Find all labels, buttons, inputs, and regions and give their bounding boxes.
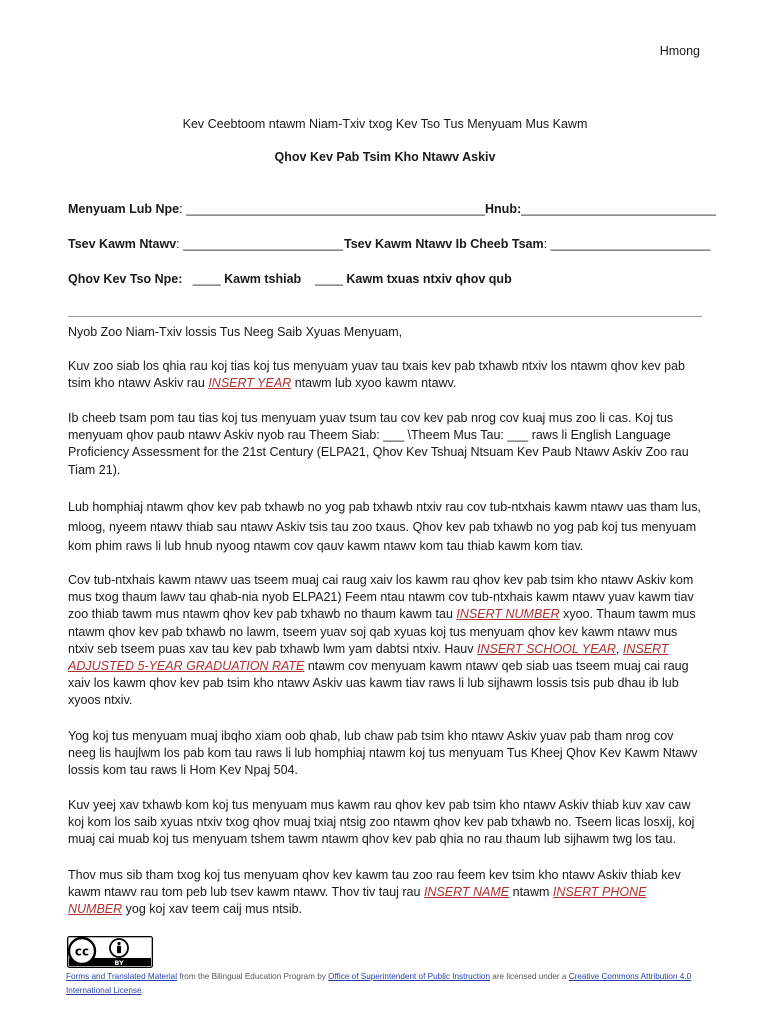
insert-year-placeholder: INSERT YEAR [208, 376, 292, 391]
district-label: Tsev Kawm Ntawv Ib Cheeb Tsam [344, 237, 544, 251]
paragraph-5: Yog koj tus menyuam muaj ibqho xiam oob qhab, lub chaw pab tsim kho ntawv Askiv yuav pab tham nrog cov neeg lis haujlwm los pab kom tau raws li lub homphiaj ntawm koj tus menyuam Tus Kheej Qhov Kev Kawm Ntawv lossis kom tau raws li Hom Kev Npaj 504. [68, 729, 698, 778]
language-label: Hmong [659, 44, 700, 58]
option1-blank: ____ [192, 272, 221, 286]
forms-translated-material-link[interactable]: Forms and Translated Material [66, 972, 178, 981]
cc-badge-by-text: BY [114, 959, 124, 967]
paragraph-4-text-d: ntawm cov menyuam kawm ntawv qeb siab uas tseem muaj cai raug xaiv los kawm qhov kev pab tsim kho ntawv Askiv uas kawm tiav raws li lub sijhawm lossis tsis pub dhau ib lub xyoos ntxiv. [68, 659, 689, 708]
insert-school-year-placeholder: INSERT SCHOOL YEAR [476, 641, 616, 656]
license-text-3: . [141, 986, 144, 995]
placement-label: Qhov Kev Tso Npe: [68, 272, 183, 286]
divider [68, 316, 702, 317]
paragraph-4-text-c: , [615, 641, 623, 656]
paragraph-3: Lub homphiaj ntawm qhov kev pab txhawb no yog pab txhawb ntxiv rau cov tub-ntxhais kawm ntawv uas tham lus, mloog, nyeem ntawv thiab sau ntawv Askiv tsis tau zoo txaus. Qhov kev pab txhawb no yog pab koj tus menyuam kom phim raws li lub hnub nyoog ntawm cov qauv kawm ntawv kom tau thiab kawm kom tiav. [68, 500, 701, 553]
paragraph-4-text-b: xyoo. Thaum tawm mus ntawm qhov kev pab txhawb no lawm, tseem yuav soj qab xyuas koj tus menyuam qhov kev kawm ntawv mus ntxiv seb tseem puas xav tau kev pab txhawb lwm yam dabtsi ntxiv. Hauv [68, 607, 696, 656]
letter-subtitle: Qhov Kev Pab Tsim Kho Ntawv Askiv [274, 150, 496, 164]
insert-graduation-rate-placeholder: INSERT ADJUSTED 5-YEAR GRADUATION RATE [68, 641, 669, 674]
grade-label: Hnub: [485, 202, 522, 216]
paragraph-7 [68, 867, 704, 919]
district-row [344, 237, 710, 251]
placement-row [68, 272, 512, 286]
option2-blank: ____ [315, 272, 343, 286]
school-label: Tsev Kawm Ntawv [68, 237, 177, 251]
creative-commons-link[interactable]: Creative Commons Attribution 4.0 International License [66, 972, 692, 995]
insert-name-placeholder: INSERT NAME [423, 885, 510, 900]
greeting: Nyob Zoo Niam-Txiv lossis Tus Neeg Saib Xyuas Menyuam, [68, 325, 403, 339]
insert-number-placeholder: INSERT NUMBER [456, 607, 560, 622]
paragraph-4-text-a: Cov tub-ntxhais kawm ntawv uas tseem muaj cai raug xaiv los kawm rau qhov kev pab tsim kho ntawv Askiv kom mus txog thaum lawv tau qhab-nia nyob ELPA21) Feem ntau ntawm cov tub-ntxhais kawm ntawv yuav kawm tiav zoo thiab tawm mus ntawm qhov kev pab txhawb no thaum kawm tau [68, 573, 694, 622]
creative-commons-badge-icon[interactable] [67, 936, 153, 968]
option1-label: Kawm tshiab [224, 272, 302, 286]
paragraph-7-text-a: Thov mus sib tham txog koj tus menyuam qhov kev kawm tau zoo rau feem kev tsim kho ntawv Askiv thiab kev kawm ntawv rau tom peb lub tsev kawm ntawv. Thov tiv tauj rau [68, 868, 681, 900]
license-text-2: are licensed under a [490, 972, 569, 981]
paragraph-1-text-b: ntawm lub xyoo kawm ntawv. [291, 376, 457, 391]
school-row [68, 237, 343, 251]
paragraph-7-text-b: ntawm [509, 885, 553, 900]
student-name-blank: : ___________________________________________ [179, 202, 486, 216]
insert-phone-placeholder: INSERT PHONE NUMBER [68, 885, 647, 917]
paragraph-6: Kuv yeej xav txhawb kom koj tus menyuam mus kawm rau qhov kev pab tsim kho ntawv Askiv thiab kuv xav caw koj kom los saib xyuas ntxiv txog qhov muaj txiaj ntsig zoo ntawm qhov kev pab txhawb no. Tseem licas losxij, koj muaj cai muab koj tus menyuam tshem tawm ntawm qhov kev pab qhia no rau thaum lub sijhawm twg los tau. [68, 798, 695, 847]
paragraph-4 [68, 572, 704, 710]
license-text-1: from the Bilingual Education Program by [177, 972, 329, 981]
ospi-link[interactable]: Office of Superintendent of Public Instruction [328, 972, 490, 981]
svg-text:cc: cc [74, 944, 90, 959]
student-name-row [68, 202, 716, 216]
student-name-label: Menyuam Lub Npe [68, 202, 180, 216]
district-blank: : _______________________ [543, 237, 711, 251]
license-footer [66, 970, 706, 998]
grade-blank: ____________________________ [521, 202, 716, 216]
letter-title: Kev Ceebtoom ntawm Niam-Txiv txog Kev Tso Tus Menyuam Mus Kawm [182, 117, 588, 131]
paragraph-7-text-c: yog koj xav teem caij mus ntsib. [122, 902, 303, 917]
paragraph-1-text-a: Kuv zoo siab los qhia rau koj tias koj tus menyuam yuav tau txais kev pab txhawb ntxiv los ntawm qhov kev pab tsim kho ntawv Askiv rau [68, 359, 685, 391]
paragraph-2: Ib cheeb tsam pom tau tias koj tus menyuam yuav tsum tau cov kev pab nrog cov kuaj mus zoo li cas. Koj tus menyuam qhov paub ntawv Askiv nyob rau Theem Siab: ___ \Theem Mus Tau: ___ raws li English Language Proficiency Assessment for the 21st Century (ELPA21, Qhov Kev Tshuaj Ntsuam Kev Paub Ntawv Askiv Zoo rau Tiam 21). [68, 411, 689, 477]
paragraph-1 [68, 358, 704, 392]
option2-label: Kawm txuas ntxiv qhov qub [346, 272, 512, 286]
school-blank: : _______________________ [176, 237, 343, 251]
